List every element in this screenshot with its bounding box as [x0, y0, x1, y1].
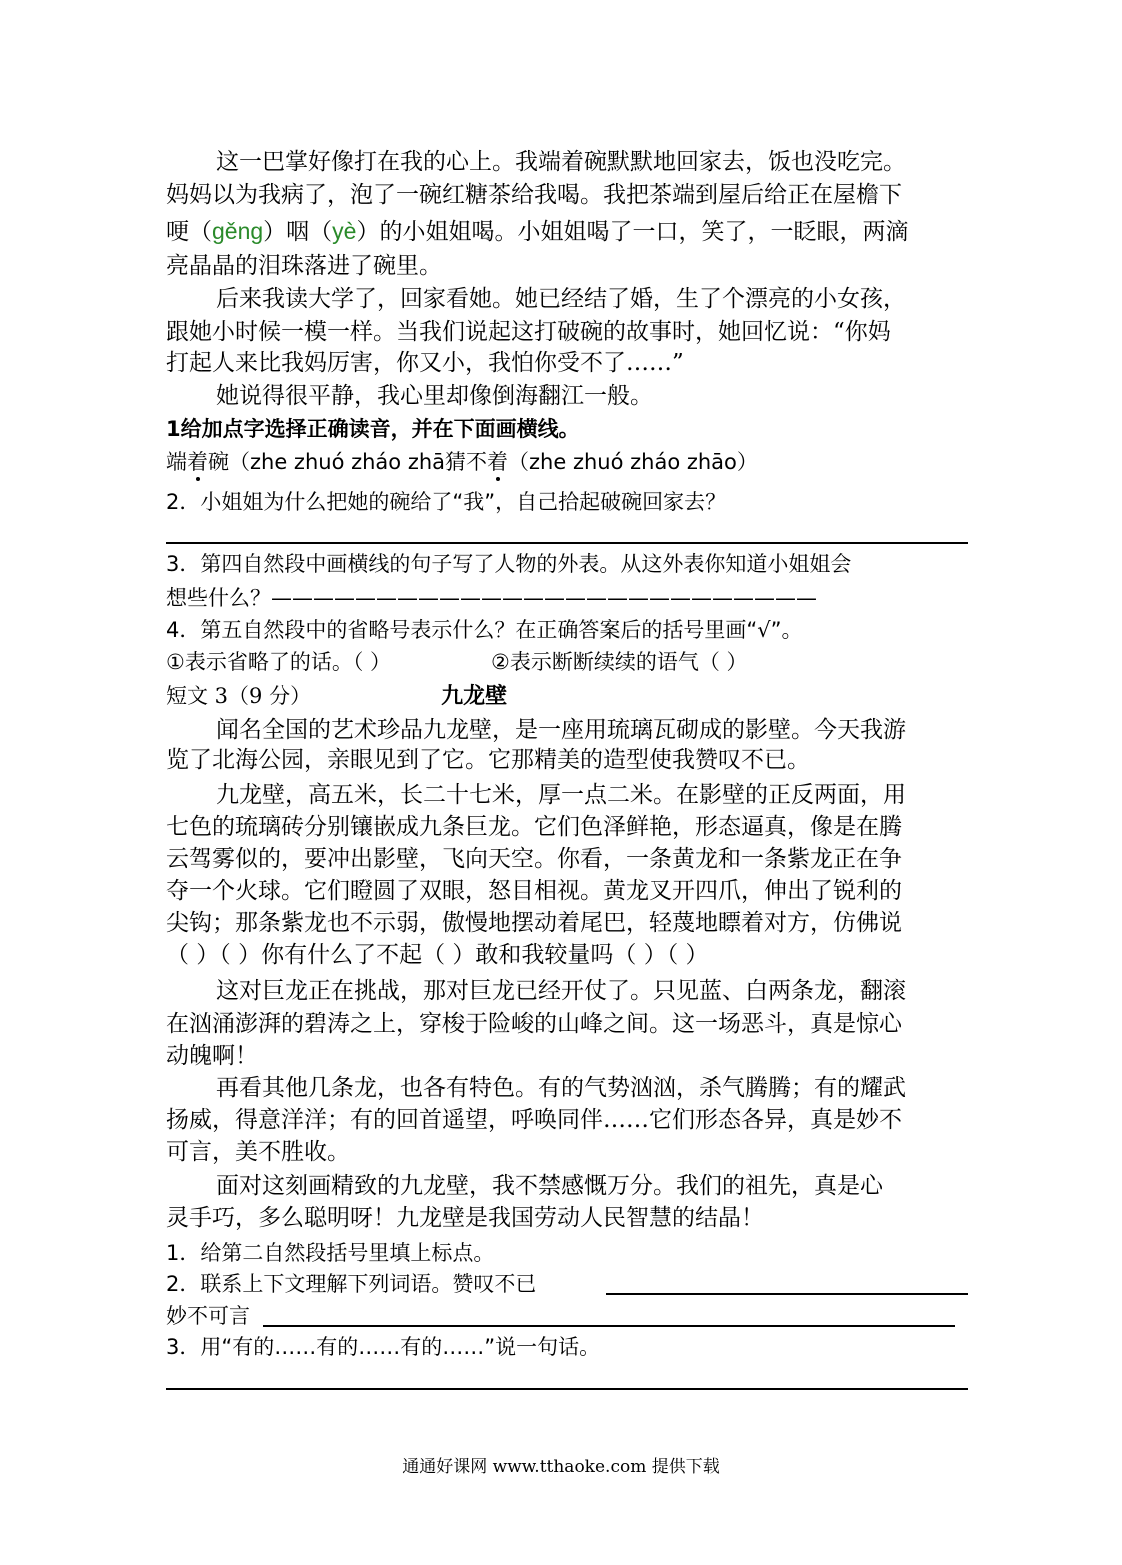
- pinyin-ye: yè: [332, 218, 357, 244]
- story3-paragraph2-line4: 夺一个火球。它们瞪圆了双眼，怒目相视。黄龙叉开四爪，伸出了锐利的: [166, 878, 902, 904]
- story3-paragraph3-line2: 在汹涌澎湃的碧涛之上，穿梭于险峻的山峰之间。这一场恶斗，真是惊心: [166, 1011, 902, 1037]
- story3-paragraph2-line1: 九龙壁，高五米，长二十七米，厚一点二米。在影壁的正反两面，用: [216, 782, 906, 808]
- story2-paragraph3-line1: 她说得很平静，我心里却像倒海翻江一般。: [216, 383, 653, 409]
- story3-paragraph5-line2: 灵手巧，多么聪明呀！九龙壁是我国劳动人民智慧的结晶！: [166, 1205, 764, 1231]
- story2-paragraph2-line3: 打起人来比我妈厉害，你又小，我怕你受不了……”: [166, 350, 684, 376]
- text-segment: （zhe zhuó zháo zhāo）: [508, 450, 758, 474]
- text-segment: 端: [166, 450, 187, 474]
- dotted-character: 着: [187, 446, 208, 478]
- story2-question2: 2．小姐姐为什么把她的碗给了“我”，自己拾起破碗回家去？: [166, 490, 727, 514]
- story3-label: 短文 3（9 分）: [166, 684, 312, 708]
- dotted-character: 着: [487, 446, 508, 478]
- option-2: ②表示断断续续的语气（ ）: [491, 650, 748, 674]
- page-footer: 通通好课网 www.tthaoke.com 提供下载: [402, 1457, 720, 1477]
- story3-paragraph1-line1: 闻名全国的艺术珍品九龙壁，是一座用琉璃瓦砌成的影壁。今天我游: [216, 717, 906, 743]
- answer-line: [263, 1325, 955, 1327]
- story2-paragraph1-line2: 妈妈以为我病了，泡了一碗红糖茶给我喝。我把茶端到屋后给正在屋檐下: [166, 182, 902, 208]
- story2-paragraph2-line2: 跟她小时候一模一样。当我们说起这打破碗的故事时，她回忆说：“你妈: [166, 319, 891, 345]
- text-segment: 碗（zhe zhuó zháo zhā猜不: [208, 450, 488, 474]
- story3-paragraph2-line3: 云驾雾似的，要冲出影壁，飞向天空。你看，一条黄龙和一条紫龙正在争: [166, 846, 902, 872]
- story2-question1-options: [166, 446, 976, 478]
- story3-paragraph2-line5: 尖钩；那条紫龙也不示弱，傲慢地摆动着尾巴，轻蔑地瞟着对方，仿佛说: [166, 910, 902, 936]
- story3-paragraph4-line3: 可言，美不胜收。: [166, 1139, 350, 1165]
- story3-paragraph4-line1: 再看其他几条龙，也各有特色。有的气势汹汹，杀气腾腾；有的耀武: [216, 1075, 906, 1101]
- answer-line: [166, 1388, 968, 1390]
- story2-question4: 4．第五自然段中的省略号表示什么？在正确答案后的括号里画“√”。: [166, 618, 803, 642]
- story3-title: 九龙壁: [441, 684, 508, 709]
- text-segment: ）咽（: [263, 219, 333, 245]
- story3-question2: 2．联系上下文理解下列词语。赞叹不已: [166, 1272, 537, 1296]
- pinyin-geng: gěng: [212, 218, 264, 244]
- story3-question2-term2: 妙不可言: [166, 1304, 250, 1328]
- story3-question1: 1．给第二自然段括号里填上标点。: [166, 1241, 495, 1265]
- story3-question3: 3．用“有的……有的……有的……”说一句话。: [166, 1335, 601, 1359]
- story3-paragraph5-line1: 面对这刻画精致的九龙壁，我不禁感慨万分。我们的祖先，真是心: [216, 1173, 883, 1199]
- text-segment: 哽（: [166, 219, 212, 245]
- option-1: ①表示省略了的话。（ ）: [166, 650, 392, 674]
- story3-paragraph3-line3: 动魄啊！: [166, 1043, 258, 1069]
- story3-header: [166, 680, 976, 713]
- story2-question3-line1: 3．第四自然段中画横线的句子写了人物的外表。从这外表你知道小姐姐会: [166, 552, 852, 576]
- story2-paragraph1-line4: 亮晶晶的泪珠落进了碗里。: [166, 253, 442, 279]
- story3-paragraph2-line2: 七色的琉璃砖分别镶嵌成九条巨龙。它们色泽鲜艳，形态逼真，像是在腾: [166, 814, 902, 840]
- story2-question4-options: [166, 646, 976, 678]
- story2-question1: 1给加点字选择正确读音，并在下面画横线。: [166, 417, 580, 441]
- story2-question3-line2: 想些什么？——————————————————————————: [166, 586, 817, 610]
- answer-line: [166, 542, 968, 544]
- text-segment: ）的小姐姐喝。小姐姐喝了一口，笑了，一眨眼，两滴: [356, 219, 909, 245]
- story3-paragraph4-line2: 扬威，得意洋洋；有的回首遥望，呼唤同伴……它们形态各异，真是妙不: [166, 1107, 902, 1133]
- story3-paragraph3-line1: 这对巨龙正在挑战，那对巨龙已经开仗了。只见蓝、白两条龙，翻滚: [216, 978, 906, 1004]
- story3-paragraph2-line6: （ ）（ ）你有什么了不起（ ）敢和我较量吗（ ）（ ）: [166, 942, 709, 968]
- answer-line: [606, 1293, 968, 1295]
- story2-paragraph2-line1: 后来我读大学了，回家看她。她已经结了婚，生了个漂亮的小女孩，: [216, 286, 906, 312]
- story2-paragraph1-line1: 这一巴掌好像打在我的心上。我端着碗默默地回家去，饭也没吃完。: [216, 149, 906, 175]
- story2-paragraph1-line3: [166, 215, 976, 248]
- story3-paragraph1-line2: 览了北海公园，亲眼见到了它。它那精美的造型使我赞叹不已。: [166, 747, 810, 773]
